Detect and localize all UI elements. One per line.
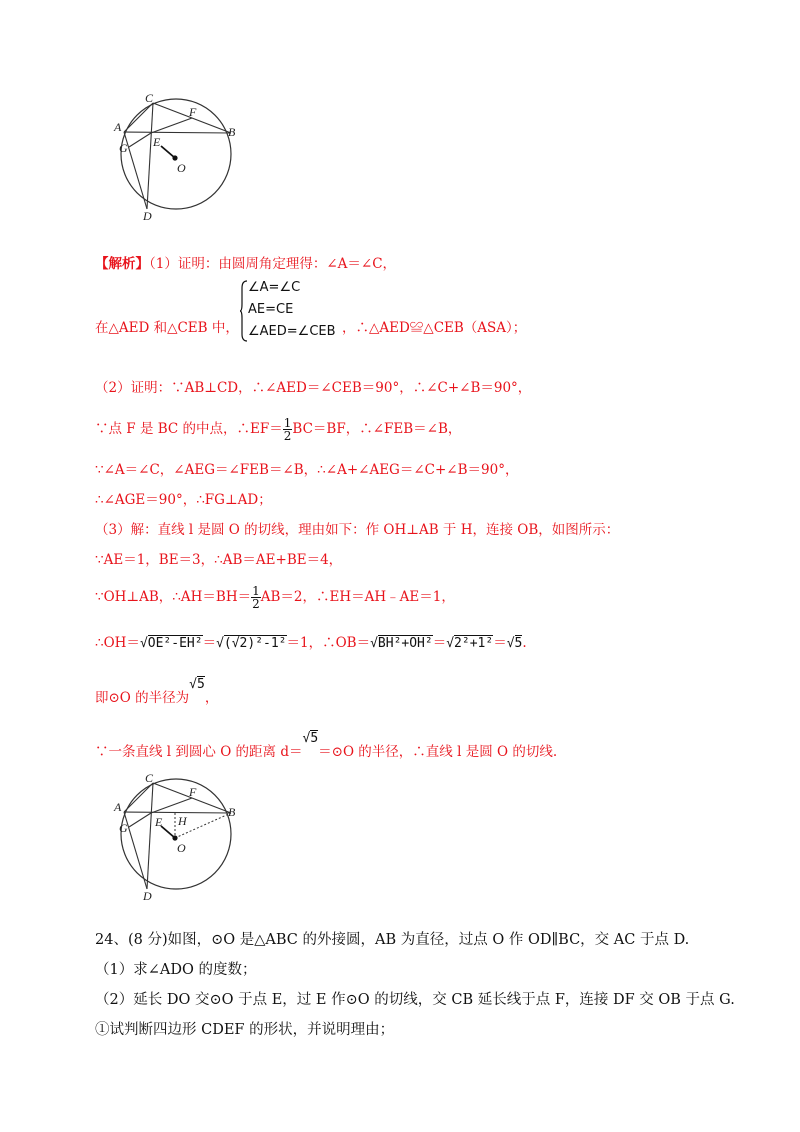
solution-intro: （1）证明：由圆周角定理得：∠A＝∠C， [149,256,397,272]
solution-part3-line4: ∴OH＝√OE²-EH²＝√(√2)²-1²＝1，∴OB＝√BH²+OH²＝√2²+1²＝√5. [95,635,527,651]
segment-ef [151,798,192,813]
sqrt-radicand-3: BH²+OH² [377,636,433,651]
part3-line4-eq3: ＝ [493,635,507,651]
chord-ac [124,103,153,132]
center-dot [172,835,177,840]
sqrt-radicand-4: 2²+1² [454,636,494,651]
part3-line4-a: ∴OH＝ [95,635,140,651]
circle [121,779,231,889]
chord-cd [147,103,153,209]
fraction-denominator: 2 [283,429,292,443]
sqrt-expression-3: √BH²+OH² [370,636,433,651]
label-b: B [228,805,236,819]
part3-line5-a: 即⊙O 的半径为 [95,690,190,706]
fraction-numerator: 1 [283,416,292,430]
fraction-half [283,417,293,442]
sqrt-radicand-1: OE²-EH² [147,636,203,651]
label-e: E [153,135,161,149]
label-a: A [114,800,122,814]
circle-figure-2 [105,768,255,908]
sqrt-radicand-5: 5 [514,636,523,651]
part2-line2-a: ∵点 F 是 BC 的中点，∴EF＝ [95,421,283,437]
fraction-denominator-2: 2 [252,597,260,611]
system-line-1: ∠A=∠C [248,280,301,295]
sqrt-root5-a: √5 [189,677,205,692]
center-dot [172,155,177,160]
label-b: B [228,125,236,139]
solution-part1-prefix: 在△AED 和△CEB 中， [95,320,239,336]
solution-part2-line2 [95,417,461,442]
problem-24-stem: 24、(8 分)如图，⊙O 是△ABC 的外接圆，AB 为直径，过点 O 作 OD∥BC，交 AC 于点 D. [95,932,690,948]
segment-eg [129,133,151,147]
label-c: C [145,771,154,785]
label-o: O [177,161,186,175]
segment-eo [161,146,175,158]
solution-part3-line5 [95,677,219,706]
label-d: D [143,889,152,903]
segment-eg [129,813,151,827]
label-d: D [143,209,152,223]
sqrt-expression-2: √(√2)²-1² [216,636,287,651]
part3-line6-b: ＝⊙O 的半径，∴直线 l 是圆 O 的切线. [318,744,558,760]
fraction-numerator-2: 1 [252,584,260,598]
left-brace [240,280,248,342]
chord-ab [124,812,231,813]
problem-24-q2-1: ①试判断四边形 CDEF 的形状，并说明理由； [95,1022,395,1038]
segment-ef [151,118,192,133]
part2-line2-b: BC＝BF，∴∠FEB＝∠B， [292,421,462,437]
solution-part2-line3: ∵∠A＝∠C，∠AEG＝∠FEB＝∠B，∴∠A+∠AEG＝∠C+∠B＝90°， [95,462,519,478]
circle-figure-1 [105,88,255,228]
label-c: C [145,91,154,105]
chord-ac [124,783,153,812]
sqrt-root5-b: √5 [302,731,319,746]
sqrt-radicand-2: (√2)²-1² [223,636,287,651]
label-g: G [119,821,128,835]
solution-part1-suffix: ，∴△AED≌△CEB（ASA）； [342,320,527,336]
solution-part3-line6 [95,731,558,760]
part3-line5-b: ， [204,690,219,706]
solution-part2-line1: （2）证明：∵AB⊥CD，∴∠AED＝∠CEB＝90°，∴∠C+∠B＝90°， [95,380,532,396]
label-o: O [177,841,186,855]
part3-line4-eq2: ＝ [432,635,447,651]
solution-line-1 [95,252,396,272]
label-a: A [114,120,122,134]
solution-part3-line3 [95,585,455,610]
label-e: E [155,815,163,829]
solution-part2-line4: ∴∠AGE＝90°，∴FG⊥AD； [95,492,272,508]
part3-line3-a: ∵OH⊥AB，∴AH＝BH＝ [95,589,252,605]
solution-part3-line1: （3）解：直线 l 是圆 O 的切线，理由如下：作 OH⊥AB 于 H，连接 OB，如图所示： [95,522,620,538]
sqrt-expression-4: √2²+1² [446,636,494,651]
system-line-3: ∠AED=∠CEB [248,324,336,339]
sqrt-expression-5: √5 [506,636,523,651]
solution-tag: 【解析】 [95,256,149,272]
sqrt-expression-1: √OE²-EH² [139,636,203,651]
chord-ab [124,132,231,133]
label-f: F [189,785,197,799]
part3-line6-a: ∵一条直线 l 到圆心 O 的距离 d＝ [95,744,303,760]
segment-eo [161,826,175,838]
sqrt-radicand-6: 5 [197,677,205,692]
label-f: F [189,105,197,119]
label-h: H [178,814,187,828]
solution-part3-line2: ∵AE＝1，BE＝3，∴AB＝AE+BE＝4， [95,552,343,568]
part3-line3-b: AB＝2，∴EH＝AH﹣AE＝1， [260,589,455,605]
chord-cd [147,783,153,889]
circle [121,99,231,209]
system-line-2: AE=CE [248,302,294,317]
sqrt-radicand-7: 5 [310,731,319,746]
problem-24-q2: （2）延长 DO 交⊙O 于点 E，过 E 作⊙O 的切线，交 CB 延长线于点 F，连接 DF 交 OB 于点 G. [95,992,735,1008]
part3-line4-eq: ＝ [202,635,217,651]
fraction-half-2 [251,585,261,610]
part3-line4-b: ＝1，∴OB＝ [286,635,371,651]
problem-24-q1: （1）求∠ADO 的度数； [95,962,257,978]
label-g: G [119,141,128,155]
